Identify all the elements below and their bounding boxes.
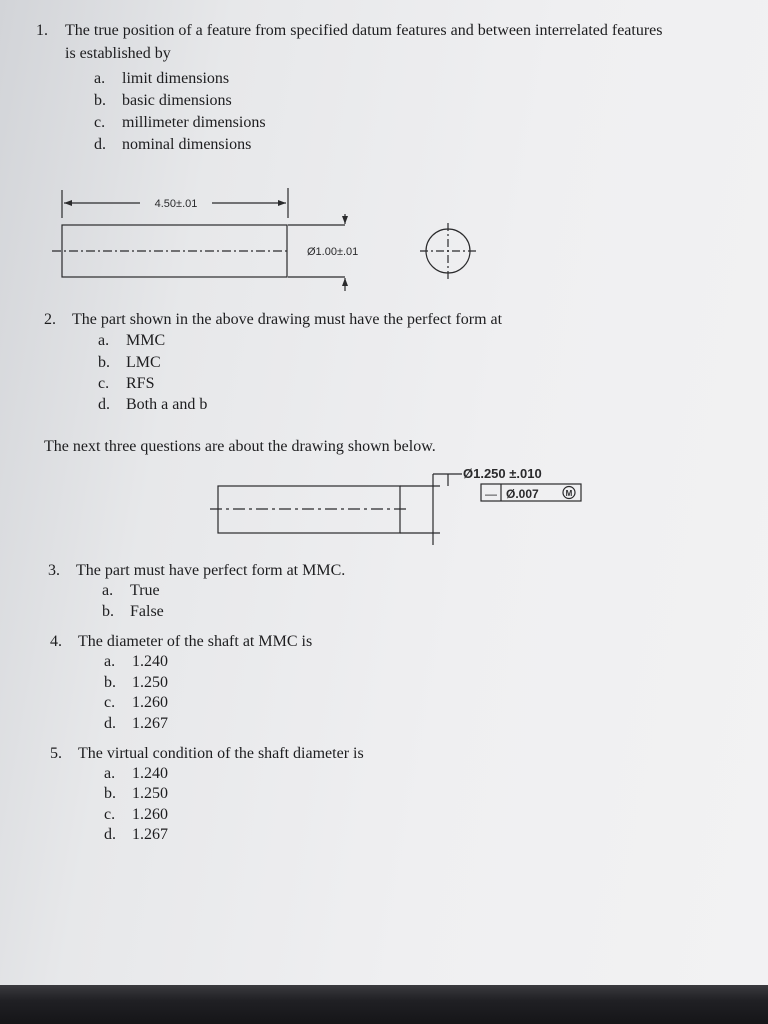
option-label: b. [94,92,106,109]
option-text: 1.260 [132,806,168,823]
option-text: 1.240 [132,653,168,670]
option-label: d. [104,826,116,843]
q2-number: 2. [44,311,56,328]
table-surface [0,985,768,1024]
option-text: nominal dimensions [122,136,252,153]
fcf-tolerance: Ø.007 [506,487,539,501]
q3-option-a[interactable] [102,582,160,600]
option-label: b. [102,603,114,620]
q1-number: 1. [36,22,48,39]
q5-text: The virtual condition of the shaft diameter is [78,745,364,762]
option-label: a. [104,765,116,782]
option-text: limit dimensions [122,70,230,87]
q3-option-b[interactable] [102,603,164,621]
option-text: 1.267 [132,715,168,732]
option-label: d. [104,715,116,732]
intro-text: The next three questions are about the drawing shown below. [44,438,436,455]
q2-option-c[interactable] [98,375,154,393]
q4-option-d[interactable] [104,715,168,733]
option-text: True [130,582,160,599]
arrowhead-right [278,200,286,206]
option-label: d. [94,136,106,153]
option-label: b. [98,354,110,371]
diameter-dimension: Ø1.00±.01 [307,246,359,258]
q5-option-a[interactable] [104,765,168,783]
q5-number: 5. [50,745,62,762]
option-label: b. [104,785,116,802]
arrowhead-left [64,200,72,206]
option-text: 1.260 [132,694,168,711]
shaft-diameter-dimension: Ø1.250 ±.010 [463,466,542,481]
option-label: a. [102,582,114,599]
option-text: LMC [126,354,161,371]
drawing-2 [0,450,768,550]
arrowhead-down [342,216,348,224]
q3-number: 3. [48,562,60,579]
q2-option-b[interactable] [98,354,161,372]
q1-text-line1: The true position of a feature from specified datum features and between interrelated features [65,22,663,39]
option-text: 1.240 [132,765,168,782]
option-label: a. [94,70,106,87]
option-text: Both a and b [126,396,208,413]
q5-option-c[interactable] [104,806,168,824]
option-text: MMC [126,332,166,349]
option-label: a. [104,653,116,670]
option-text: 1.267 [132,826,168,843]
q4-option-c[interactable] [104,694,168,712]
q2-option-a[interactable] [98,332,165,350]
drawing-1 [0,0,768,320]
q2-option-d[interactable] [98,396,207,414]
q4-number: 4. [50,633,62,650]
option-text: 1.250 [132,785,168,802]
q4-option-b[interactable] [104,674,168,692]
option-label: b. [104,674,116,691]
option-text: 1.250 [132,674,168,691]
mmc-modifier-symbol: M [565,489,573,498]
option-label: c. [98,375,110,392]
arrowhead-up [342,278,348,286]
q3-text: The part must have perfect form at MMC. [76,562,346,579]
option-text: millimeter dimensions [122,114,266,131]
option-text: basic dimensions [122,92,232,109]
q1-text-line2: is established by [65,45,171,62]
q5-option-d[interactable] [104,826,168,844]
q4-text: The diameter of the shaft at MMC is [78,633,313,650]
option-text: RFS [126,375,155,392]
option-label: d. [98,396,110,413]
straightness-symbol: — [485,487,497,501]
q2-text: The part shown in the above drawing must have the perfect form at [72,311,503,328]
option-label: c. [104,806,116,823]
q5-option-b[interactable] [104,785,168,803]
option-text: False [130,603,164,620]
option-label: c. [94,114,106,131]
option-label: c. [104,694,116,711]
length-dimension: 4.50±.01 [154,198,198,210]
q4-option-a[interactable] [104,653,168,671]
option-label: a. [98,332,110,349]
